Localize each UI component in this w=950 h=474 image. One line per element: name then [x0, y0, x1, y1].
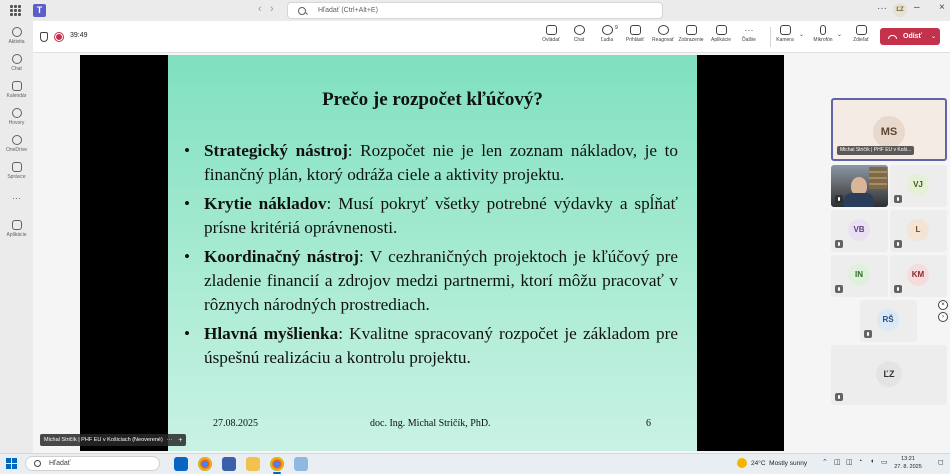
- bullet-item: [182, 322, 678, 371]
- react-button[interactable]: [648, 25, 678, 43]
- participant-tile[interactable]: [890, 255, 947, 297]
- mic-off-icon: [835, 285, 843, 293]
- tool-label: Ďalšie: [742, 37, 756, 43]
- search-icon: [34, 460, 41, 467]
- save-disk-icon[interactable]: [222, 457, 236, 471]
- avatar: L: [907, 219, 929, 241]
- people-button[interactable]: [592, 25, 622, 43]
- tool-label: Mikrofón: [813, 37, 833, 43]
- mic-off-icon: [820, 25, 826, 35]
- share-icon: [856, 25, 867, 35]
- bullet-text: : Kvalitne spracovaný rozpočet je základom pre úspešnú realizáciu a kontrolu projektu.: [204, 323, 678, 368]
- clock-date: 27. 8. 2025: [894, 464, 922, 470]
- phone-hangup-icon: [888, 35, 897, 39]
- add-icon[interactable]: +: [178, 436, 183, 444]
- slide-bullets: [182, 139, 678, 375]
- more-icon[interactable]: ···: [166, 437, 173, 443]
- recording-icon: [55, 33, 63, 41]
- presenter-name: Michal Stričík | PHF EU v Košiciach (Neoverené): [44, 437, 163, 443]
- wifi-icon[interactable]: ◔: [858, 458, 863, 465]
- weather-widget[interactable]: [737, 458, 807, 468]
- people-count: 9: [615, 25, 618, 31]
- rail-item-calls[interactable]: [0, 108, 33, 126]
- calendar-icon: [12, 81, 22, 91]
- mic-off-icon: [894, 195, 902, 203]
- paint-icon[interactable]: [294, 457, 308, 471]
- forward-icon[interactable]: ›: [270, 3, 274, 15]
- expand-icon[interactable]: ›: [938, 312, 948, 322]
- leave-button[interactable]: [880, 28, 940, 45]
- search-placeholder: Hľadať (Ctrl+Alt+E): [318, 7, 378, 14]
- more-options-icon[interactable]: ···: [877, 3, 887, 14]
- back-icon[interactable]: ‹: [258, 3, 262, 15]
- tool-label: Ovládať: [542, 37, 560, 43]
- battery-icon[interactable]: ▭: [881, 459, 888, 466]
- search-input[interactable]: [287, 2, 663, 19]
- close-icon[interactable]: ×: [939, 2, 945, 13]
- apps-button[interactable]: [706, 25, 736, 43]
- meeting-toolbar: [33, 21, 950, 53]
- microphone-button[interactable]: [808, 25, 842, 43]
- more-icon: ···: [744, 25, 754, 35]
- cloud-icon: [12, 135, 22, 145]
- bullet-item: [182, 139, 678, 188]
- presenter-name-chip: [40, 434, 186, 446]
- app-launcher-icon[interactable]: [10, 5, 21, 16]
- chat-icon: [574, 25, 585, 35]
- weather-temp: 24°C: [751, 459, 766, 467]
- participant-tile[interactable]: [860, 300, 917, 342]
- chevron-down-icon[interactable]: ⌄: [798, 32, 804, 38]
- rail-item-onedrive[interactable]: [0, 135, 33, 153]
- participant-tile[interactable]: [831, 255, 888, 297]
- slide-page-number: 6: [646, 418, 651, 429]
- search-icon: [298, 7, 306, 15]
- camera-icon: [780, 25, 791, 35]
- chrome-icon[interactable]: [198, 457, 212, 471]
- presentation-slide: [168, 55, 697, 451]
- rail-item-chat[interactable]: [0, 54, 33, 72]
- notifications-icon[interactable]: ◻: [938, 459, 944, 466]
- chevron-up-icon[interactable]: ⌃: [822, 459, 828, 466]
- bullet-term: Krytie nákladov: [204, 193, 327, 213]
- tool-label: Zobrazenie: [678, 37, 704, 43]
- slide-title: Prečo je rozpočet kľúčový?: [322, 89, 543, 110]
- tool-label: Ľudia: [600, 37, 614, 43]
- avatar: ĽZ: [876, 361, 902, 387]
- minimize-icon[interactable]: –: [914, 2, 920, 13]
- avatar: KM: [907, 264, 929, 286]
- rail-label: Aktivita: [8, 39, 25, 45]
- participant-tile[interactable]: [890, 165, 947, 207]
- outlook-icon[interactable]: [174, 457, 188, 471]
- admin-icon: [12, 162, 22, 172]
- avatar: VJ: [907, 174, 929, 196]
- participant-tile[interactable]: [890, 210, 947, 252]
- tool-label: Prihlásiť: [625, 37, 645, 43]
- rail-label: OneDrive: [5, 147, 28, 153]
- rail-label: Kalendár: [6, 93, 27, 99]
- control-button[interactable]: [536, 25, 566, 43]
- apps-add-icon: [12, 220, 22, 230]
- tool-label: Aplikácie: [710, 37, 731, 43]
- rail-item-activity[interactable]: [0, 27, 33, 45]
- share-button[interactable]: [846, 25, 876, 43]
- participant-name: Michal Stričík | PHF EU v Koši...: [837, 146, 914, 155]
- slide-footer-author: doc. Ing. Michal Stričík, PhD.: [370, 418, 491, 429]
- bullet-text: : Rozpočet nie je len zoznam nákladov, je to finančný plán, ktorý odráža ciele a aktivity projektu.: [204, 141, 678, 185]
- volume-icon[interactable]: ◖: [870, 458, 875, 465]
- rail-label: Chat: [11, 66, 22, 72]
- teams-logo-icon: T: [33, 4, 46, 17]
- mic-off-icon: [894, 285, 902, 293]
- sun-icon: [737, 458, 747, 468]
- leave-label: Odísť: [903, 33, 922, 40]
- title-bar: [0, 0, 950, 21]
- bullet-term: Koordinačný nástroj: [204, 246, 359, 266]
- avatar: MS: [873, 116, 905, 148]
- file-explorer-icon[interactable]: [246, 457, 260, 471]
- weather-text: Mostly sunny: [769, 459, 808, 467]
- bullet-term: Hlavná myšlienka: [204, 323, 339, 343]
- chat-button[interactable]: [564, 25, 594, 43]
- rail-item-calendar[interactable]: [0, 81, 33, 99]
- windows-start-icon[interactable]: [6, 458, 17, 469]
- mic-off-icon: [894, 240, 902, 248]
- raise-hand-button[interactable]: [620, 25, 650, 43]
- bullet-term: Strategický nástroj: [204, 141, 348, 160]
- bullet-text: : Musí pokryť všetky potrebné výdavky a spĺňať prísne kritériá oprávnenosti.: [204, 193, 678, 238]
- rail-item-apps[interactable]: [0, 220, 33, 238]
- chevron-down-icon[interactable]: ⌄: [930, 34, 936, 40]
- control-icon: [546, 25, 557, 35]
- clock-time: 13:21: [901, 456, 915, 462]
- bell-icon: [12, 27, 22, 37]
- phone-icon: [12, 108, 22, 118]
- participant-tile-self[interactable]: [831, 345, 947, 405]
- participant-tile[interactable]: [831, 210, 888, 252]
- taskbar-search[interactable]: [25, 456, 160, 471]
- system-clock[interactable]: [892, 455, 924, 471]
- app-rail: [0, 21, 33, 453]
- raise-hand-icon: [630, 25, 641, 35]
- tool-label: Kamera: [776, 37, 794, 43]
- teams-tray-icon[interactable]: ◫: [846, 459, 853, 466]
- bullet-item: [182, 192, 678, 241]
- tool-label: Chat: [573, 37, 585, 43]
- close-icon[interactable]: ×: [938, 300, 948, 310]
- chrome-icon[interactable]: [270, 457, 284, 471]
- slide-footer-date: 27.08.2025: [213, 418, 258, 429]
- avatar: RŠ: [877, 309, 899, 331]
- profile-avatar[interactable]: ĽZ: [893, 3, 907, 17]
- chevron-down-icon[interactable]: ⌄: [836, 32, 842, 38]
- tool-label: Reagovať: [652, 37, 674, 43]
- people-icon: [602, 25, 613, 35]
- mic-off-icon: [864, 330, 872, 338]
- view-button[interactable]: [676, 25, 706, 43]
- rail-more-button[interactable]: [0, 195, 33, 201]
- rail-label: Aplikácie: [6, 232, 27, 238]
- more-button[interactable]: [734, 25, 764, 43]
- participant-tile-main[interactable]: [831, 98, 947, 161]
- mic-off-icon: [835, 393, 843, 401]
- react-icon: [658, 25, 669, 35]
- participant-video-tile[interactable]: [831, 165, 888, 207]
- taskbar-search-label: Hľadať: [49, 460, 71, 467]
- rail-label: Správce: [7, 174, 26, 180]
- chat-icon: [12, 54, 22, 64]
- taskbar: [0, 453, 950, 473]
- apps-icon: [716, 25, 727, 35]
- mic-off-icon: [835, 240, 843, 248]
- network-icon[interactable]: ◫: [834, 459, 841, 466]
- view-icon: [686, 25, 697, 35]
- shield-icon: [40, 32, 48, 42]
- avatar: VB: [848, 219, 870, 241]
- mic-off-icon: [835, 195, 843, 203]
- tool-label: Zdieľať: [853, 37, 869, 43]
- bullet-item: [182, 245, 678, 318]
- avatar: IN: [848, 264, 870, 286]
- meeting-timer: 39:49: [70, 32, 88, 39]
- rail-label: Hovory: [8, 120, 25, 126]
- camera-button[interactable]: [770, 25, 804, 43]
- more-icon: ···: [12, 193, 21, 203]
- bullet-text: : V cezhraničných projektoch je kľúčový pre zladenie financií a zdrojov medzi partnermi, ktorí môžu pracovať v rôznych národných prostrediach.: [204, 246, 678, 315]
- rail-item-admin[interactable]: [0, 162, 33, 180]
